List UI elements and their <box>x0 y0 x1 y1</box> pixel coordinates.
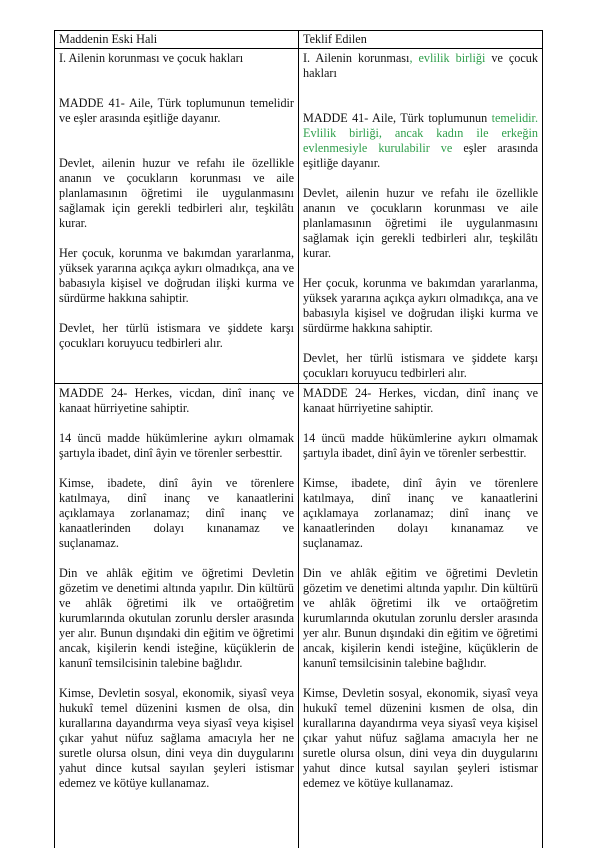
article-paragraph: Din ve ahlâk eğitim ve öğretimi Devletin gözetim ve denetimi altında yapılır. Din kültürü ve ahlâk öğretimi ilk ve ortaöğretim kurumlarında okutulan zorunlu dersler arasında yer alır. Bunun dışındaki din eğitim ve öğretimi ancak, kişilerin kendi isteğine, küçüklerin de kanunî temsilcisinin talebine bağlıdır. <box>59 566 294 670</box>
article-paragraph: 14 üncü madde hükümlerine aykırı olmamak şartıyla ibadet, dinî âyin ve törenler serbesttir. <box>303 431 538 460</box>
article-41-old-cell <box>55 49 299 384</box>
section-title <box>303 51 538 81</box>
header-old-version: Maddenin Eski Hali <box>55 31 299 49</box>
article-24-old-cell <box>55 384 299 848</box>
article-24-proposed-cell <box>299 384 543 848</box>
article-paragraph: MADDE 24- Herkes, vicdan, dinî inanç ve kanaat hürriyetine sahiptir. <box>59 386 294 415</box>
header-row <box>55 31 543 49</box>
article-paragraph: Her çocuk, korunma ve bakımdan yararlanma, yüksek yararına açıkça aykırı olmadıkça, ana ve babasıyla kişisel ve doğrudan ilişki kurma ve sürdürme hakkına sahiptir. <box>59 246 294 305</box>
article-paragraph: Kimse, Devletin sosyal, ekonomik, siyasî veya hukukî temel düzenini kısmen de olsa, din kurallarına dayandırma veya siyasî veya kişisel çıkar yahut nüfuz sağlama amacıyla her ne suretle olursa olsun, dini veya din duygularını yahut dince kutsal sayılan şeyleri istismar edemez ve kötüye kullanamaz. <box>59 686 294 790</box>
inserted-text: , evlilik birliği <box>409 51 486 65</box>
article-paragraph: Devlet, ailenin huzur ve refahı ile özellikle ananın ve çocukların korunması ve aile planlamasının öğretimi ile uygulanmasını sağlamak için gerekli tedbirleri alır, teşkilâtı kurar. <box>59 156 294 230</box>
article-paragraph: Devlet, her türlü istismara ve şiddete karşı çocukları koruyucu tedbirleri alır. <box>59 321 294 350</box>
article-paragraph: Kimse, ibadete, dinî âyin ve törenlere katılmaya, dinî inanç ve kanaatlerini açıklamaya zorlanamaz; dinî inanç ve kanaatlerinden dolayı kınanamaz ve suçlanamaz. <box>59 476 294 550</box>
article-paragraph <box>303 111 538 171</box>
paragraph-text: eşler arasında eşitliğe dayanır. <box>303 141 538 170</box>
title-text: ve çocuk hakları <box>303 51 538 80</box>
title-text: I. Ailenin korunması <box>303 51 410 65</box>
article-paragraph: Devlet, ailenin huzur ve refahı ile özellikle ananın ve çocukların korunması ve aile planlamasının öğretimi ile uygulanmasını sağlamak için gerekli tedbirleri alır, teşkilâtı kurar. <box>303 186 538 260</box>
inserted-text: temelidir. Evlilik birliği, ancak kadın ile erkeğin evlenmesiyle kurulabilir ve <box>303 111 538 155</box>
article-paragraph: Kimse, ibadete, dinî âyin ve törenlere katılmaya, dinî inanç ve kanaatlerini açıklamaya zorlanamaz; dinî inanç ve kanaatlerinden dolayı kınanamaz ve suçlanamaz. <box>303 476 538 550</box>
comparison-table <box>54 30 543 848</box>
article-paragraph: Her çocuk, korunma ve bakımdan yararlanma, yüksek yararına açıkça aykırı olmadıkça, ana ve babasıyla kişisel ve doğrudan ilişki kurma ve sürdürme hakkına sahiptir. <box>303 276 538 335</box>
article-41-row <box>55 49 543 384</box>
paragraph-text: MADDE 41- Aile, Türk toplumunun <box>303 111 488 125</box>
section-title: I. Ailenin korunması ve çocuk hakları <box>59 51 244 65</box>
article-paragraph: 14 üncü madde hükümlerine aykırı olmamak şartıyla ibadet, dinî âyin ve törenler serbesttir. <box>59 431 294 460</box>
article-paragraph: Kimse, Devletin sosyal, ekonomik, siyasî veya hukukî temel düzenini kısmen de olsa, din kurallarına dayandırma veya siyasî veya kişisel çıkar yahut nüfuz sağlama amacıyla her ne suretle olursa olsun, dini veya din duygularını yahut dince kutsal sayılan şeyleri istismar edemez ve kötüye kullanamaz. <box>303 686 538 790</box>
article-paragraph: MADDE 24- Herkes, vicdan, dinî inanç ve kanaat hürriyetine sahiptir. <box>303 386 538 415</box>
article-24-row <box>55 384 543 848</box>
article-41-proposed-cell <box>299 49 543 384</box>
header-proposed-version: Teklif Edilen <box>299 31 543 49</box>
article-paragraph: MADDE 41- Aile, Türk toplumunun temelidir ve eşler arasında eşitliğe dayanır. <box>59 96 294 125</box>
article-paragraph: Din ve ahlâk eğitim ve öğretimi Devletin gözetim ve denetimi altında yapılır. Din kültürü ve ahlâk öğretimi ilk ve ortaöğretim kurumlarında okutulan zorunlu dersler arasında yer alır. Bunun dışındaki din eğitim ve öğretimi ancak, kişilerin kendi isteğine, küçüklerin de kanunî temsilcisinin talebine bağlıdır. <box>303 566 538 670</box>
article-paragraph: Devlet, her türlü istismara ve şiddete karşı çocukları koruyucu tedbirleri alır. <box>303 351 538 380</box>
